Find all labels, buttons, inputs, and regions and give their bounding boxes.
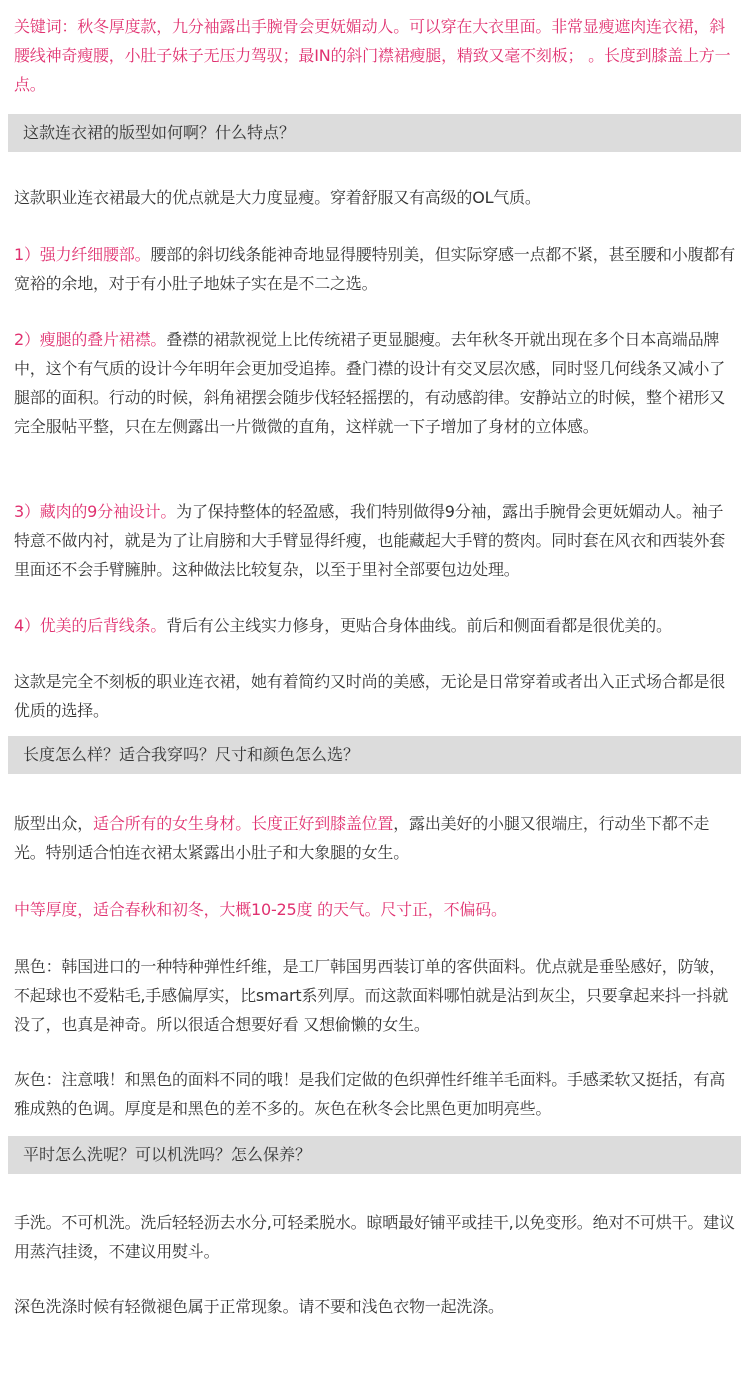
size-fit-text xyxy=(14,809,738,867)
size-highlight: 适合所有的女生身材。长度正好到膝盖位置 xyxy=(93,814,394,833)
feature-text: 背后有公主线实力修身，更贴合身体曲线。前后和侧面看都是很优美的。 xyxy=(166,616,672,635)
keywords-intro: 关键词：秋冬厚度款，九分袖露出手腕骨会更妩媚动人。可以穿在大衣里面。非常显瘦遮肉连衣裙，斜腰线神奇瘦腰，小肚子妹子无压力驾驭；最IN的斜门襟裙瘦腿，精致又毫不刻板； 。长度到膝盖上方一点。 xyxy=(14,17,731,94)
size-text-a: 版型出众， xyxy=(14,814,94,833)
thickness-text: 中等厚度，适合春秋和初冬，大概10-25度 的天气。尺寸正，不偏码。 xyxy=(14,900,507,919)
care-note: 深色洗涤时候有轻微褪色属于正常现象。请不要和浅色衣物一起洗涤。 xyxy=(14,1297,504,1316)
section-header-care xyxy=(8,1136,741,1174)
section-title: 长度怎么样？适合我穿吗？尺寸和颜色怎么选？ xyxy=(23,745,360,764)
section-header-size xyxy=(8,736,741,774)
feature-highlight: 1）强力纤细腰部。 xyxy=(14,245,151,264)
size-text-c: ，露出美好的小腿又很端庄，行动坐下都不走光。特别适合怕连衣裙太紧露出小肚子和大象腿的女生。 xyxy=(14,814,710,862)
feature-waist xyxy=(14,240,738,298)
feature-text: 为了保持整体的轻盈感，我们特别做得9分袖，露出手腕骨会更妩媚动人。袖子特意不做内衬，就是为了让肩膀和大手臂显得纤瘦，也能藏起大手臂的赘肉。同时套在风衣和西装外套里面还不会手臂臃肿。这种做法比较复杂，以至于里衬全部要包边处理。 xyxy=(14,502,726,579)
feature-sleeve xyxy=(14,497,738,584)
feature-highlight: 3）藏肉的9分袖设计。 xyxy=(14,502,177,521)
feature-highlight: 4）优美的后背线条。 xyxy=(14,616,167,635)
feature-skirt xyxy=(14,325,738,441)
section-header-fit xyxy=(8,114,741,152)
feature-highlight: 2）瘦腿的叠片裙襟。 xyxy=(14,330,167,349)
color-black-text: 黑色：韩国进口的一种特种弹性纤维，是工厂韩国男西装订单的客供面料。优点就是垂坠感好，防皱，不起球也不爱粘毛,手感偏厚实，比smart系列厚。而这款面料哪怕就是沾到灰尘，只要拿起来抖一抖就没了，也真是神奇。所以很适合想要好看 又想偷懒的女生。 xyxy=(14,957,729,1034)
feature-text: 叠襟的裙款视觉上比传统裙子更显腿瘦。去年秋冬开就出现在多个日本高端品牌中，这个有气质的设计今年明年会更加受追捧。叠门襟的设计有交叉层次感，同时竖几何线条又减小了腿部的面积。行动的时候，斜角裙摆会随步伐轻轻摇摆的，有动感韵律。安静站立的时候，整个裙形又完全服帖平整，只在左侧露出一片微微的直角，这样就一下子增加了身材的立体感。 xyxy=(14,330,726,436)
feature-back xyxy=(14,611,738,640)
fit-conclusion: 这款是完全不刻板的职业连衣裙，她有着简约又时尚的美感，无论是日常穿着或者出入正式场合都是很优质的选择。 xyxy=(14,672,726,720)
fit-summary: 这款职业连衣裙最大的优点就是大力度显瘦。穿着舒服又有高级的OL气质。 xyxy=(14,188,541,207)
care-instructions: 手洗。不可机洗。洗后轻轻沥去水分,可轻柔脱水。晾晒最好铺平或挂干,以免变形。绝对不可烘干。建议用蒸汽挂烫，不建议用熨斗。 xyxy=(14,1213,735,1261)
color-gray-text: 灰色：注意哦！和黑色的面料不同的哦！是我们定做的色织弹性纤维羊毛面料。手感柔软又挺括，有高雅成熟的色调。厚度是和黑色的差不多的。灰色在秋冬会比黑色更加明亮些。 xyxy=(14,1070,726,1118)
feature-text: 腰部的斜切线条能神奇地显得腰特别美，但实际穿感一点都不紧，甚至腰和小腹都有宽裕的余地，对于有小肚子地妹子实在是不二之选。 xyxy=(14,245,735,293)
section-title: 这款连衣裙的版型如何啊？什么特点？ xyxy=(23,123,296,142)
section-title: 平时怎么洗呢？可以机洗吗？怎么保养？ xyxy=(23,1145,312,1164)
